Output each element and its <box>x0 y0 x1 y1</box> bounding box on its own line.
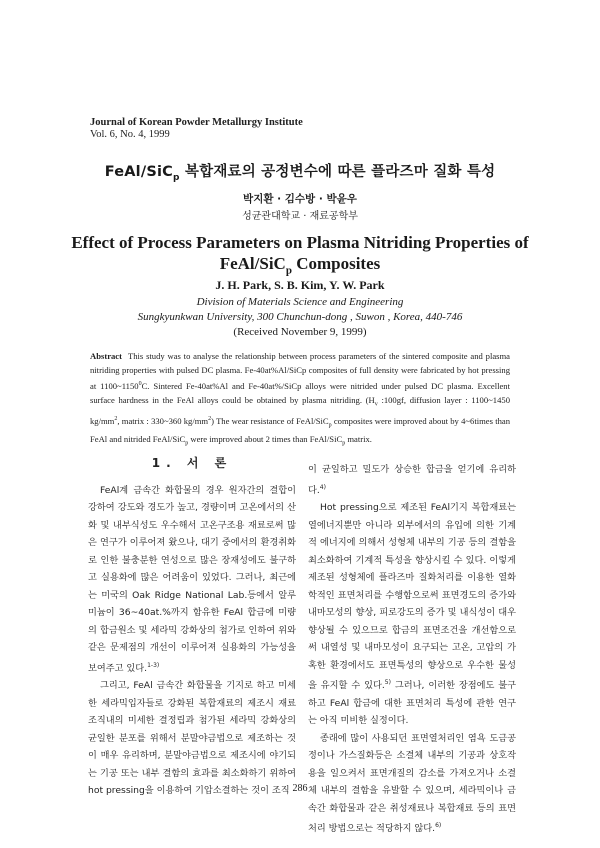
paragraph: 종래에 많이 사용되던 표면열처리인 염욕 도금공정이나 가스질화등은 소결체 내부의 기공과 상호작용을 일으켜서 표면개질의 감소를 가져오거나 소결체 내부의 결함을 유발할 수 있으며, 세라믹이나 금속간 화합물과 같은 취성재료나 복합재료 등의 표면처리 방법으로는 적당하지 않다.$^{6)}$ <box>308 732 516 835</box>
korean-title: FeAl/SiC$_p$ 복합재료의 공정변수에 따른 플라즈마 질화 특성 <box>104 164 496 183</box>
paragraph: FeAl계 금속간 화합물의 경우 원자간의 결합이 강하여 강도와 경도가 높고, 경량이며 고온에서의 산화 및 내부식성도 우수해서 고온구조용 재료로써 많은 연구가 이루어져 왔으나, 대기 중에서의 환경취화로 인한 불충분한 연성으로 많은 장재성에도 불구하고 실용화에 많은 어려움이 있었다. 그러나, 최근에는 미국의 Oak Ridge National Lab.등에서 알루미늄이 36~40at.%까지 함유한 FeAl 합금에 미량의 합금원소 및 세라믹 강화상의 첨가로 인하여 위와 같은 문제점의 개선이 이루어져 실용화의 가능성을 보여주고 있다.$^{1-3)}$ <box>88 484 296 674</box>
right-column <box>308 461 516 838</box>
left-column <box>88 455 296 800</box>
english-affiliation: Division of Materials Science and Engineering Sungkyunkwan University, 300 Chunchun-dong , Suwon , Korea, 440-746 <box>137 296 463 323</box>
korean-affiliation: 성균관대학교 · 재료공학부 <box>242 211 358 222</box>
english-title <box>0 232 600 281</box>
korean-authors: 박지환 · 김수방 · 박윤우 <box>243 193 357 205</box>
english-title-line2: FeAl/SiC$_p$ Composites <box>219 254 381 277</box>
paragraph: Hot pressing으로 제조된 FeAl기지 복합재료는 열에너지뿐만 아니라 외부에서의 유입에 의한 기계적 에너지에 의해서 성형체 내부의 기공 등의 결함을 최소화하여 기계적 특성을 향상시킬 수 있다. 이렇게 제조된 성형체에 플라즈마 질화처리를 이용한 열화학적인 표면처리를 수행함으로써 표면경도의 증가와 내마모성의 향상, 피로강도의 증가 및 내식성이 대우 향상될 수 있으므로 합금의 표면조건을 개선함으로써 내열성 및 내마모성이 요구되는 고온, 고압의 가혹한 환경에서도 표면특성의 향상으로 우수한 물성을 유지할 수 있다.$^{5)}$ 그러나, 이러한 장점에도 불구하고 FeAl 합금에 대한 표면처리 특성에 관한 연구는 아직 미비한 실정이다. <box>308 502 517 727</box>
english-authors: J. H. Park, S. B. Kim, Y. W. Park <box>215 278 385 292</box>
abstract: Abstract This study was to analyse the relationship between process parameters of the sintered composite and plasma nitriding properties with pulsed DC plasma. Fe-40at%Al/SiCp composites of full density were fabricated by hot pressing at 1100~1150$^0$C. Sintered Fe-40at%Al and Fe-40at%/SiCp alloys were nitrided under pulsed DC plasma. Excellent surface hardness in the FeAl alloys could be obtained by plasma nitriding. ($H_v$ :100gf, diffusion layer : 1100~1450 $kg/mm^2$, matrix : 330~360 $kg/mm^2$) The wear resistance of FeAl/SiC$_p$ composites were improved about by 4~6times than FeAl and nitrided FeAl/SiC$_p$ were improved about 2 times than FeAl/SiC$_p$ matrix. <box>90 351 510 447</box>
paragraph: 그리고, FeAl 금속간 화합물을 기지로 하고 미세한 세라믹입자들로 강화된 복합재료의 제조시 재료 조직내의 미세한 결정립과 첨가된 세라믹 강화상의 균일한 분포를 위해서 분말야금법으로 제조하는 것이 매우 유리하며, 분말야금법으로 제조시에 야기되는 기공 또는 내부 결함의 효과를 최소화하기 위하여 hot pressing을 이용하여 기압소결하는 것이 조직 <box>88 680 296 797</box>
journal-volume: Vol. 6, No. 4, 1999 <box>90 129 170 140</box>
received-date: (Received November 9, 1999) <box>233 326 367 338</box>
journal-header <box>90 117 303 141</box>
section-heading: 1. 서 론 <box>151 456 233 470</box>
journal-name: Journal of Korean Powder Metallurgy Institute <box>90 117 303 128</box>
abstract-label: Abstract <box>90 351 122 361</box>
paragraph: 이 균일하고 밀도가 상승한 합금을 얻기에 유리하다.$^{4)}$ <box>308 464 516 496</box>
english-title-line1: Effect of Process Parameters on Plasma Nitriding Properties of <box>71 233 529 252</box>
page-number: 286 <box>292 783 308 794</box>
